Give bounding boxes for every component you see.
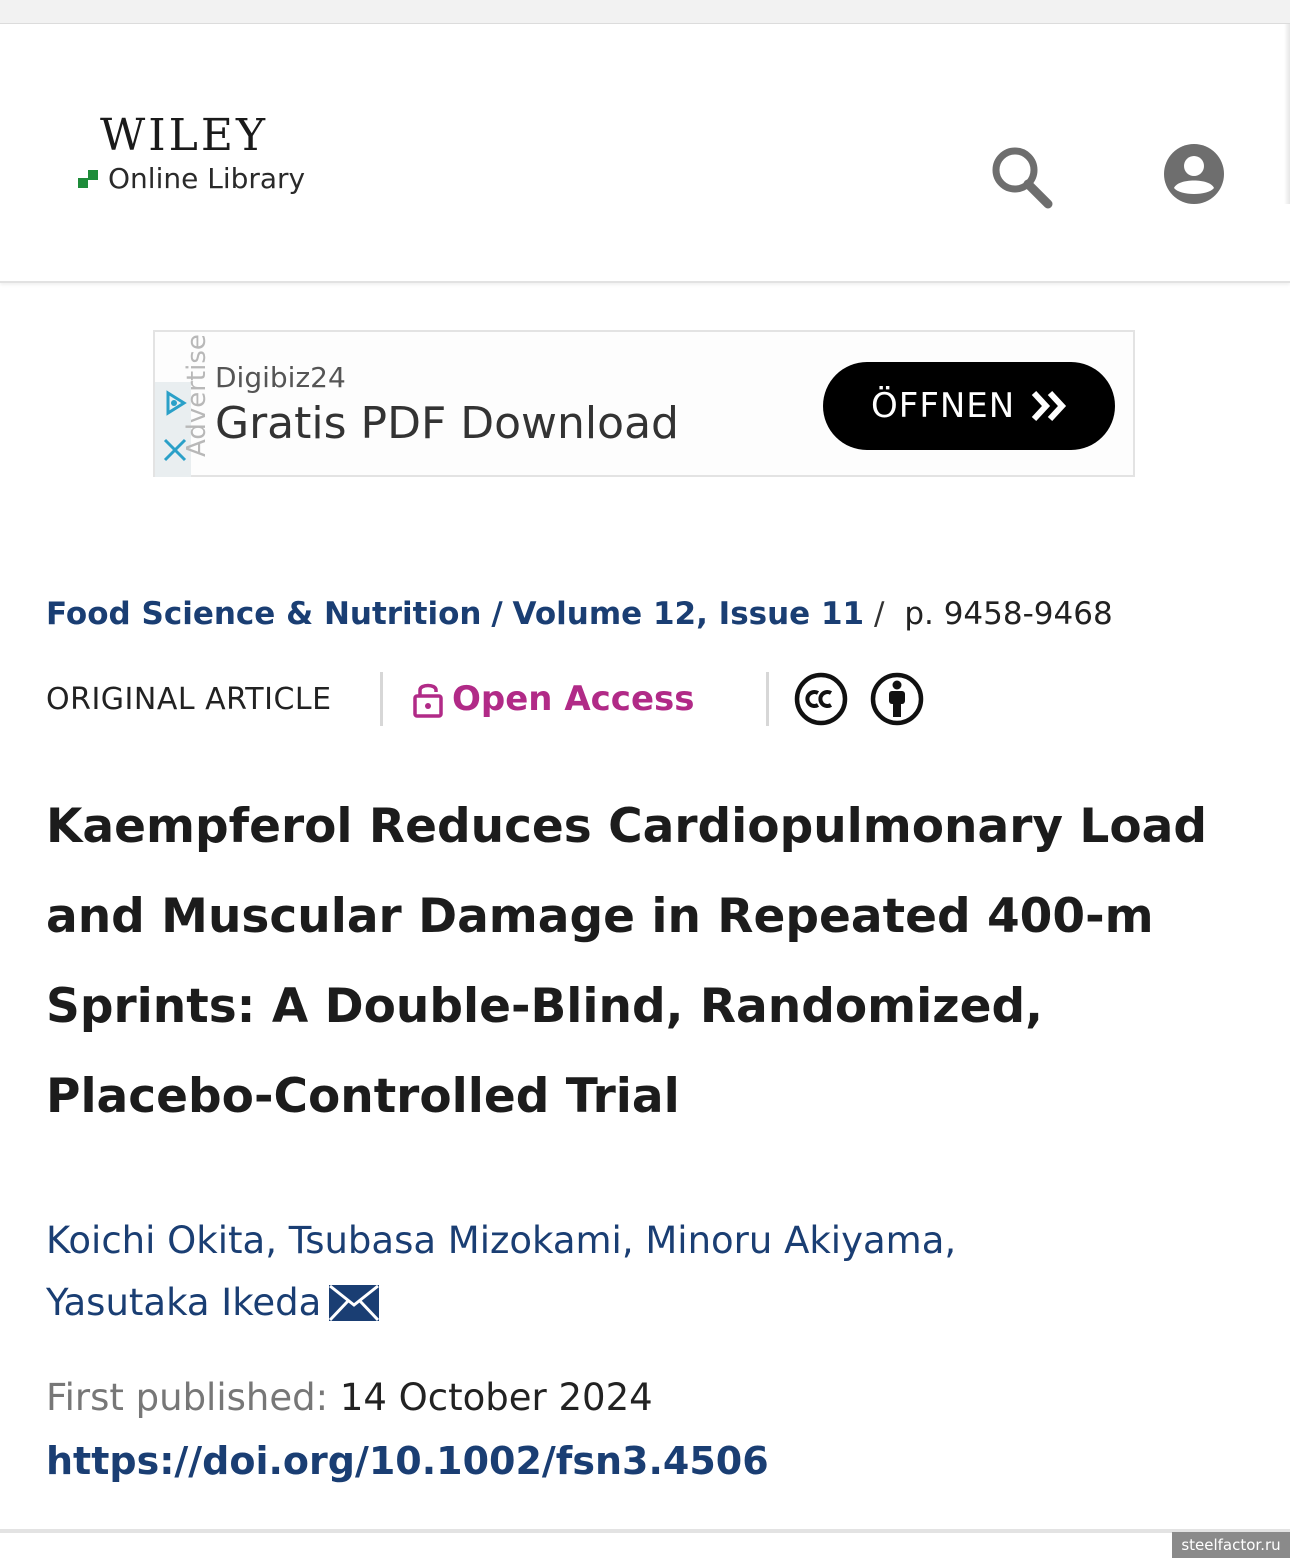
watermark-label: steelfactor.ru [1172, 1532, 1290, 1558]
envelope-icon[interactable] [329, 1285, 379, 1321]
author-separator: , [265, 1219, 277, 1262]
section-divider [0, 1529, 1290, 1533]
article-title-line: Kaempferol Reduces Cardiopulmonary Load [46, 799, 1208, 854]
first-published [46, 1372, 1046, 1424]
logo-subtitle-text: Online Library [108, 162, 306, 195]
meta-divider [766, 672, 769, 726]
logo-wiley-text: WILEY [100, 110, 268, 161]
article-title-line: Sprints: A Double-Blind, Randomized, [46, 979, 1043, 1034]
double-chevron-right-icon [1031, 390, 1067, 422]
logo-mark-icon [78, 168, 102, 190]
wiley-online-library-logo[interactable] [78, 112, 338, 222]
breadcrumb-separator: / [491, 596, 503, 632]
account-button[interactable] [1162, 142, 1226, 206]
ad-headline: Gratis PDF Download [215, 398, 679, 449]
article-title-line: and Muscular Damage in Repeated 400-m [46, 889, 1154, 944]
account-circle-icon [1162, 142, 1226, 206]
doi-link[interactable]: https://doi.org/10.1002/fsn3.4506 [46, 1439, 769, 1483]
open-lock-icon [412, 680, 444, 718]
search-button[interactable] [988, 145, 1058, 209]
first-published-date: 14 October 2024 [339, 1376, 653, 1419]
breadcrumb-pages: p. 9458-9468 [904, 596, 1113, 632]
author-link[interactable]: Tsubasa Mizokami [288, 1219, 622, 1262]
author-list [46, 1210, 1196, 1334]
ad-brand: Digibiz24 [215, 361, 346, 394]
cc-icon[interactable] [794, 672, 848, 726]
logo-subtitle [78, 162, 305, 196]
browser-top-strip [0, 0, 1290, 24]
breadcrumb-separator: / [874, 596, 885, 632]
author-separator: , [944, 1219, 957, 1262]
ad-choices-icon[interactable] [163, 390, 189, 420]
breadcrumb-issue-link[interactable]: Volume 12, Issue 11 [512, 596, 865, 632]
advertisement-banner[interactable] [153, 330, 1135, 477]
author-link[interactable]: Koichi Okita [46, 1219, 266, 1262]
ad-open-button[interactable] [823, 362, 1115, 450]
ad-close-icon[interactable] [161, 436, 189, 464]
breadcrumb [46, 594, 1246, 638]
first-published-label: First published: [46, 1376, 329, 1419]
search-icon [988, 145, 1058, 209]
article-title-line: Placebo-Controlled Trial [46, 1069, 680, 1124]
author-link[interactable]: Yasutaka Ikeda [46, 1281, 322, 1324]
article-meta-row [46, 672, 1046, 728]
attribution-icon[interactable] [870, 672, 924, 726]
author-separator: , [621, 1219, 634, 1262]
page-edge-shadow [1284, 24, 1290, 204]
meta-divider [380, 672, 383, 726]
ad-vertical-label: Advertise [182, 334, 212, 457]
article-title [46, 782, 1246, 1142]
ad-open-label: ÖFFNEN [871, 386, 1016, 426]
breadcrumb-journal-link[interactable]: Food Science & Nutrition [46, 596, 482, 632]
author-link[interactable]: Minoru Akiyama [645, 1219, 945, 1262]
open-access-label: Open Access [452, 679, 695, 719]
article-type: ORIGINAL ARTICLE [46, 682, 332, 717]
